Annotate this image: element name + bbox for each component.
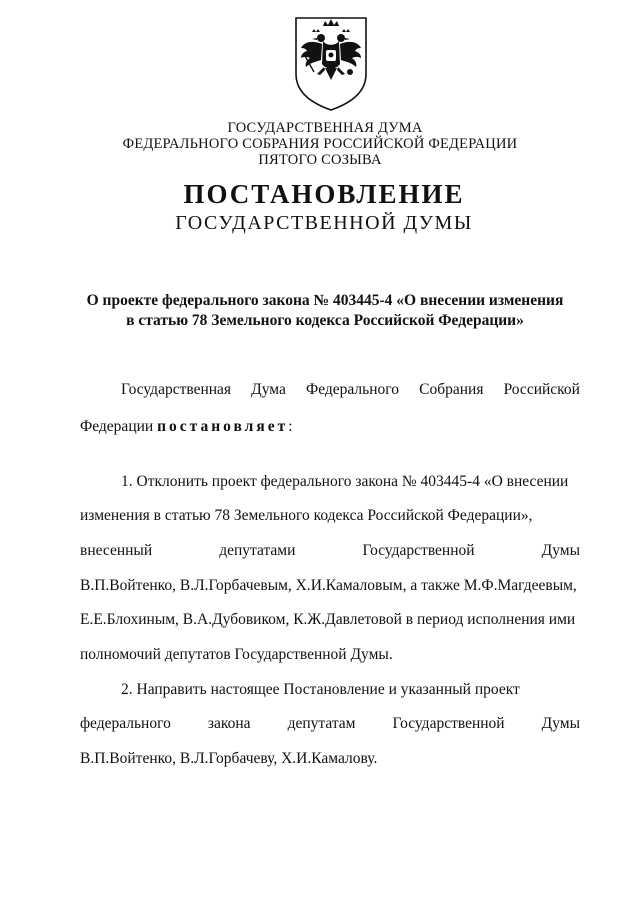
- clause-1-word: Думы: [541, 542, 580, 559]
- clause-2-line-3: В.П.Войтенко, В.Л.Горбачеву, Х.И.Камалову.: [80, 750, 378, 767]
- clause-1-word: внесенный: [80, 542, 153, 559]
- clause-2-line-1: 2. Направить настоящее Постановление и указанный проект: [121, 681, 520, 698]
- clause-1-word: Государственной: [362, 542, 475, 559]
- subject-line-2: в статью 78 Земельного кодекса Российской Федерации»: [126, 312, 524, 329]
- clause-1-line-6: полномочий депутатов Государственной Думы.: [80, 646, 393, 663]
- clause-1-line-1: 1. Отклонить проект федерального закона № 403445-4 «О внесении: [121, 473, 569, 490]
- clause-2-word: Государственной: [392, 715, 505, 732]
- document-issuer-heading: ГОСУДАРСТВЕННОЙ ДУМЫ: [175, 212, 473, 234]
- subject-line-1: О проекте федерального закона № 403445-4 «О внесении изменения: [86, 292, 564, 309]
- clause-2-word: федерального: [80, 715, 171, 732]
- clause-1-line-4: В.П.Войтенко, В.Л.Горбачевым, Х.И.Камаловым, а также М.Ф.Магдеевым,: [80, 577, 577, 594]
- clause-2-line-2: [80, 715, 580, 733]
- org-name-line-2: ФЕДЕРАЛЬНОГО СОБРАНИЯ РОССИЙСКОЙ ФЕДЕРАЦИИ: [122, 136, 518, 152]
- preamble-word: Российской: [503, 381, 580, 398]
- preamble-line-1: [121, 381, 580, 399]
- russian-eagle-emblem-icon: [290, 12, 372, 112]
- preamble-word: Федерального: [305, 381, 400, 398]
- clause-1-word: депутатами: [219, 542, 296, 559]
- preamble-word: Собрания: [419, 381, 484, 398]
- resolves-word: постановляет: [157, 418, 289, 435]
- clause-1-line-5: Е.Е.Блохиным, В.А.Дубовиком, К.Ж.Давлетовой в период исполнения ими: [80, 611, 576, 628]
- convocation-line: ПЯТОГО СОЗЫВА: [258, 152, 382, 168]
- preamble-colon: :: [288, 418, 293, 435]
- preamble-line-2: [80, 418, 293, 436]
- document-type-heading: ПОСТАНОВЛЕНИЕ: [183, 179, 465, 209]
- preamble-text: Федерации: [80, 418, 158, 435]
- preamble-word: Дума: [251, 381, 286, 398]
- clause-2-word: Думы: [541, 715, 580, 732]
- clause-1-line-3: [80, 542, 580, 560]
- clause-1-line-2: изменения в статью 78 Земельного кодекса Российской Федерации»,: [80, 507, 533, 524]
- document-subject: [0, 291, 640, 331]
- preamble-word: Государственная: [121, 381, 232, 398]
- org-name-line-1: ГОСУДАРСТВЕННАЯ ДУМА: [227, 120, 423, 136]
- clause-2-word: депутатам: [287, 715, 356, 732]
- clause-2-word: закона: [207, 715, 251, 732]
